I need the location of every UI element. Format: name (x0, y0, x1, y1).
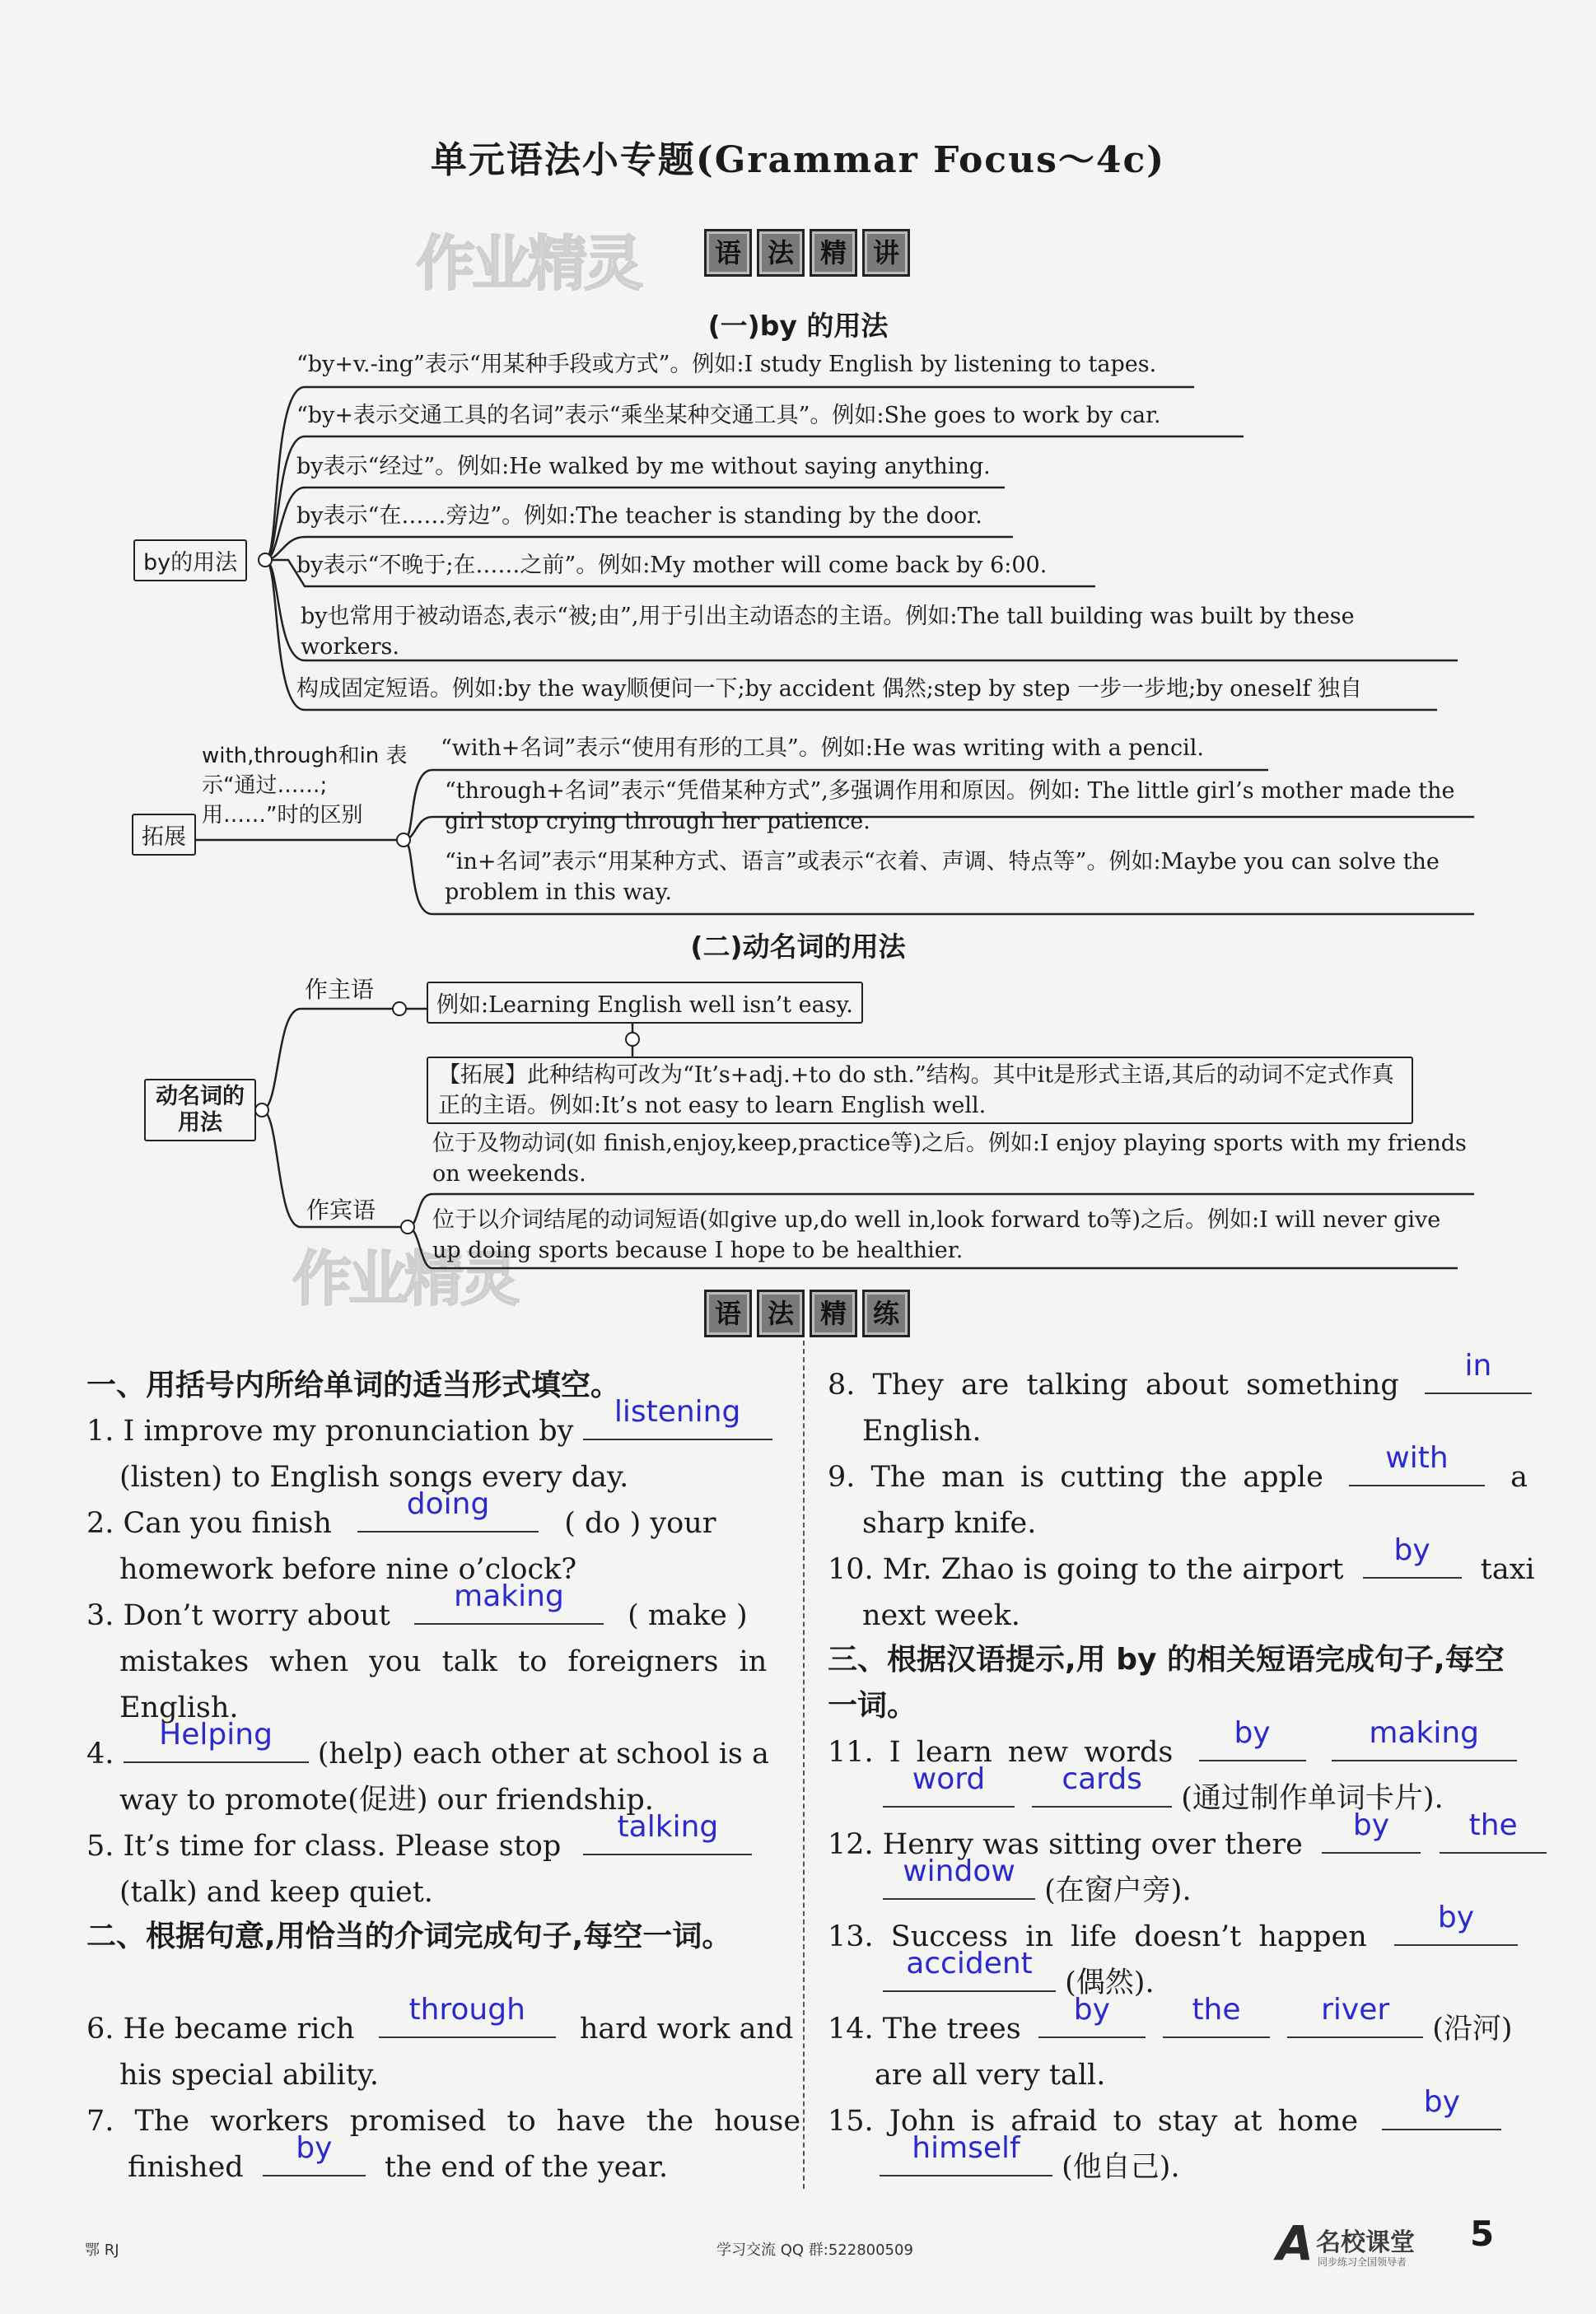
answer-blank[interactable]: the (1440, 1822, 1547, 1854)
rule-by-5: by表示“不晚于;在……之前”。例如:My mother will come back by 6:00. (296, 553, 1048, 578)
banner-char: 练 (862, 1290, 910, 1337)
footer-edition: 鄂 RJ (85, 2242, 119, 2259)
rule-by-1: “by+v.-ing”表示“用某种手段或方式”。例如:I study English by listening to tapes. (296, 352, 1157, 377)
rule-by-3: by表示“经过”。例如:He walked by me without saying anything. (296, 454, 991, 479)
question-3: 3. Don’t worry about making ( make ) (86, 1579, 748, 1632)
question-14: 14. The trees by the river (沿河) (828, 1993, 1513, 2046)
object-rule-2: 位于以介词结尾的动词短语(如give up,do well in,look forward to等)之后。例如:I will never give up doing sports because I hope to be healthier. (432, 1207, 1441, 1263)
question-15-cont: himself (他自己). (880, 2144, 1180, 2190)
answer-blank[interactable]: himself (880, 2145, 1052, 2176)
answer-blank[interactable]: by (1382, 2099, 1501, 2130)
question-10-cont: next week. (862, 1599, 1020, 1632)
answer-blank[interactable]: by (1322, 1822, 1421, 1854)
answer-blank[interactable]: in (1425, 1363, 1532, 1394)
banner-grammar-practice (704, 1290, 910, 1337)
rule-by-6: by也常用于被动语态,表示“被;由”,用于引出主动语态的主语。例如:The tall building was built by these workers. (301, 604, 1355, 660)
rule-by-4: by表示“在……旁边”。例如:The teacher is standing by the door. (296, 503, 982, 529)
question-15: 15. John is afraid to stay at home by (828, 2098, 1501, 2144)
banner-char: 语 (704, 229, 752, 277)
banner-char: 法 (757, 1290, 805, 1337)
brand-name: 名校课堂 (1316, 2228, 1415, 2257)
question-8-cont: English. (862, 1415, 982, 1448)
question-9-cont: sharp knife. (862, 1507, 1037, 1540)
section-heading-gerund: (二)动名词的用法 (690, 931, 906, 963)
brand-slogan: 同步练习全国领导者 (1318, 2256, 1407, 2268)
rule-ext-in: “in+名词”表示“用某种方式、语言”或表示“衣着、声调、特点等”。例如:Maybe you can solve the problem in this way. (445, 849, 1440, 905)
question-12-cont: window (在窗户旁). (883, 1868, 1192, 1914)
rule-ext-with: “with+名词”表示“使用有形的工具”。例如:He was writing with a pencil. (441, 735, 1204, 761)
banner-char: 语 (704, 1290, 752, 1337)
part3-heading: 三、根据汉语提示,用 by 的相关短语完成句子,每空一词。 (828, 1643, 1505, 1723)
root-node-extension: 拓展 (132, 814, 196, 856)
brand-logo (1276, 2215, 1441, 2273)
answer-blank[interactable]: making (414, 1593, 604, 1625)
branch-subject: 作主语 (305, 976, 375, 1003)
rule-by-2: “by+表示交通工具的名词”表示“乘坐某种交通工具”。例如:She goes to work by car. (296, 403, 1161, 428)
answer-blank[interactable]: making (1332, 1730, 1517, 1761)
rule-ext-through: “through+名词”表示“凭借某种方式”,多强调作用和原因。例如: The little girl’s mother made the girl stop crying through her patience. (445, 778, 1455, 834)
object-rule-1: 位于及物动词(如 finish,enjoy,keep,practice等)之后。例如:I enjoy playing sports with my friends on weekends. (432, 1131, 1467, 1187)
question-6: 6. He became rich through hard work and (86, 1993, 794, 2046)
column-divider (803, 1341, 805, 2189)
answer-blank[interactable]: cards (1032, 1776, 1172, 1808)
question-9: 9. The man is cutting the apple with a (828, 1441, 1528, 1494)
question-13: 13. Success in life doesn’t happen by (828, 1914, 1518, 1960)
question-3-cont: English. (119, 1691, 239, 1724)
question-6-cont: his special ability. (119, 2059, 380, 2092)
question-13-cont: accident (偶然). (883, 1960, 1155, 2006)
answer-blank[interactable]: by (1363, 1547, 1462, 1579)
rule-by-7: 构成固定短语。例如:by the way顺便问一下;by accident 偶然;step by step 一步一步地;by oneself 独自 (296, 676, 1362, 702)
page-number: 5 (1470, 2214, 1495, 2254)
question-2: 2. Can you finish doing ( do ) your (86, 1487, 716, 1540)
question-1: 1. I improve my pronunciation by listening (86, 1408, 772, 1454)
question-14-cont: are all very tall. (875, 2059, 1106, 2092)
subject-example: 例如:Learning English well isn’t easy. (427, 982, 863, 1024)
answer-blank[interactable]: with (1349, 1455, 1485, 1486)
extension-branch-label: with,through和in 表示“通过……;用……”时的区别 (202, 744, 408, 828)
answer-blank[interactable]: by (1394, 1915, 1518, 1946)
question-7-cont: finished by the end of the year. (128, 2131, 669, 2184)
page-title: 单元语法小专题(Grammar Focus～4c) (430, 139, 1166, 181)
question-12: 12. Henry was sitting over there by the (828, 1822, 1547, 1868)
question-5-cont: (talk) and keep quiet. (119, 1876, 433, 1909)
banner-char: 法 (757, 229, 805, 277)
watermark: 作业精灵 (416, 229, 641, 298)
answer-blank[interactable]: talking (583, 1824, 752, 1855)
answer-blank[interactable]: accident (883, 1961, 1056, 1992)
banner-char: 讲 (862, 229, 910, 277)
footer-qq-group: 学习交流 QQ 群:522800509 (716, 2242, 913, 2259)
question-4-cont: way to promote(促进) our friendship. (119, 1784, 654, 1817)
question-7: 7. The workers promised to have the house (86, 2105, 801, 2138)
root-node-by: by的用法 (133, 539, 247, 581)
section-heading-by: (一)by 的用法 (707, 310, 889, 342)
part1-heading: 一、用括号内所给单词的适当形式填空。 (86, 1369, 621, 1402)
question-2-cont: homework before nine o’clock? (119, 1553, 577, 1586)
answer-blank[interactable]: Helping (124, 1732, 309, 1763)
branch-object: 作宾语 (306, 1197, 376, 1224)
answer-blank[interactable]: by (263, 2145, 366, 2176)
root-node-gerund: 动名词的用法 (144, 1079, 256, 1141)
answer-blank[interactable]: through (379, 2007, 556, 2038)
part2-heading: 二、根据句意,用恰当的介词完成句子,每空一词。 (86, 1920, 732, 1953)
question-3-cont: mistakes when you talk to foreigners in (119, 1645, 768, 1678)
question-8: 8. They are talking about something in (828, 1362, 1532, 1408)
question-1-cont: (listen) to English songs every day. (119, 1461, 629, 1494)
question-4: 4. Helping (help) each other at school is a (86, 1718, 769, 1770)
watermark: 作业精灵 (292, 1244, 517, 1313)
answer-blank[interactable]: window (883, 1868, 1035, 1900)
banner-char: 精 (810, 1290, 857, 1337)
answer-blank[interactable]: word (883, 1776, 1015, 1808)
subject-extension: 【拓展】此种结构可改为“It’s+adj.+to do sth.”结构。其中it是形式主语,其后的动词不定式作真正的主语。例如:It’s not easy to learn English well. (427, 1057, 1413, 1124)
logo-a-icon: A (1276, 2215, 1314, 2271)
answer-blank[interactable]: by (1038, 2007, 1146, 2038)
answer-blank[interactable]: the (1163, 2007, 1270, 2038)
answer-blank[interactable]: doing (357, 1501, 539, 1533)
question-11-cont: word cards (通过制作单词卡片). (883, 1775, 1444, 1822)
answer-blank[interactable]: listening (583, 1409, 772, 1440)
answer-blank[interactable]: by (1199, 1730, 1306, 1761)
question-5: 5. It’s time for class. Please stop talking (86, 1823, 752, 1869)
question-11: 11. I learn new words by making (828, 1729, 1517, 1775)
answer-blank[interactable]: river (1287, 2007, 1423, 2038)
banner-char: 精 (810, 229, 857, 277)
question-10: 10. Mr. Zhao is going to the airport by taxi (828, 1533, 1535, 1586)
